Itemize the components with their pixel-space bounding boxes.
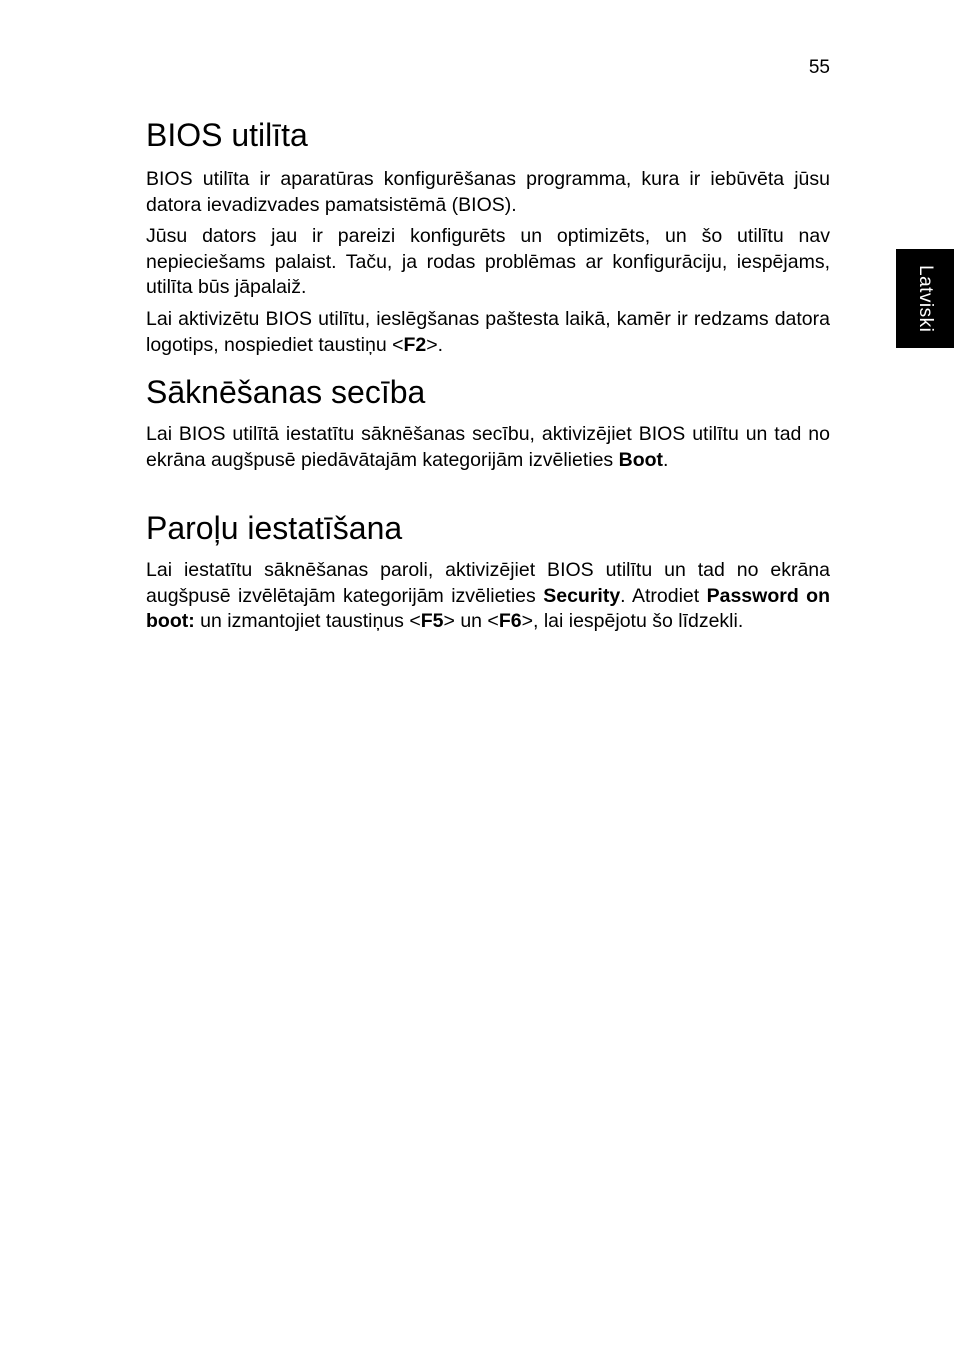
text-run: Lai BIOS utilītā iestatītu sāknēšanas secību, aktivizējiet BIOS utilītu un tad no ekrāna augšpusē piedāvātajām kategorijām izvēlieties bbox=[146, 423, 830, 471]
text-run: >, lai iespējotu šo līdzekli. bbox=[521, 610, 744, 632]
paragraph bbox=[146, 167, 830, 218]
text-run: un izmantojiet taustiņus < bbox=[194, 610, 421, 632]
menu-name: Security bbox=[543, 584, 621, 607]
paragraph bbox=[146, 422, 830, 473]
text-run: . bbox=[663, 448, 669, 471]
key-name: F5 bbox=[420, 610, 444, 632]
text-run: Lai aktivizētu BIOS utilītu, ieslēgšanas paštesta laikā, kamēr ir redzams datora logotips, nospiediet taustiņu < bbox=[146, 308, 830, 356]
text-run: > un < bbox=[443, 610, 499, 632]
text-run: . Atrodiet bbox=[620, 584, 707, 607]
key-name: F6 bbox=[498, 610, 522, 632]
language-tab-label: Latviski bbox=[915, 264, 936, 333]
menu-name: Boot bbox=[618, 448, 664, 471]
text-run: BIOS utilīta ir aparatūras konfigurēšanas programma, kura ir iebūvēta jūsu datora ievadizvades pamatsistēmā (BIOS). bbox=[146, 168, 830, 216]
page-number: 55 bbox=[808, 57, 830, 78]
section-heading-bios-utility: BIOS utilīta bbox=[146, 117, 308, 153]
text-run: >. bbox=[426, 333, 444, 356]
paragraph bbox=[146, 224, 830, 301]
paragraph bbox=[146, 307, 830, 358]
text-run: Lai iestatītu sāknēšanas paroli, aktivizējiet BIOS utilītu un tad no ekrāna augšpusē izvēlētajām kategorijām izvēlieties bbox=[146, 559, 830, 607]
paragraph bbox=[146, 558, 830, 635]
section-heading-password-setup: Paroļu iestatīšana bbox=[146, 510, 403, 546]
option-name: Password on boot: bbox=[146, 584, 830, 632]
language-tab bbox=[896, 249, 954, 348]
key-name: F2 bbox=[403, 333, 427, 356]
section-heading-boot-sequence: Sāknēšanas secība bbox=[146, 374, 426, 410]
text-run: Jūsu dators jau ir pareizi konfigurēts un optimizēts, un šo utilītu nav nepieciešams palaist. Taču, ja rodas problēmas ar konfigurāciju, iespējams, utilīta būs jāpalaiž. bbox=[146, 225, 830, 298]
